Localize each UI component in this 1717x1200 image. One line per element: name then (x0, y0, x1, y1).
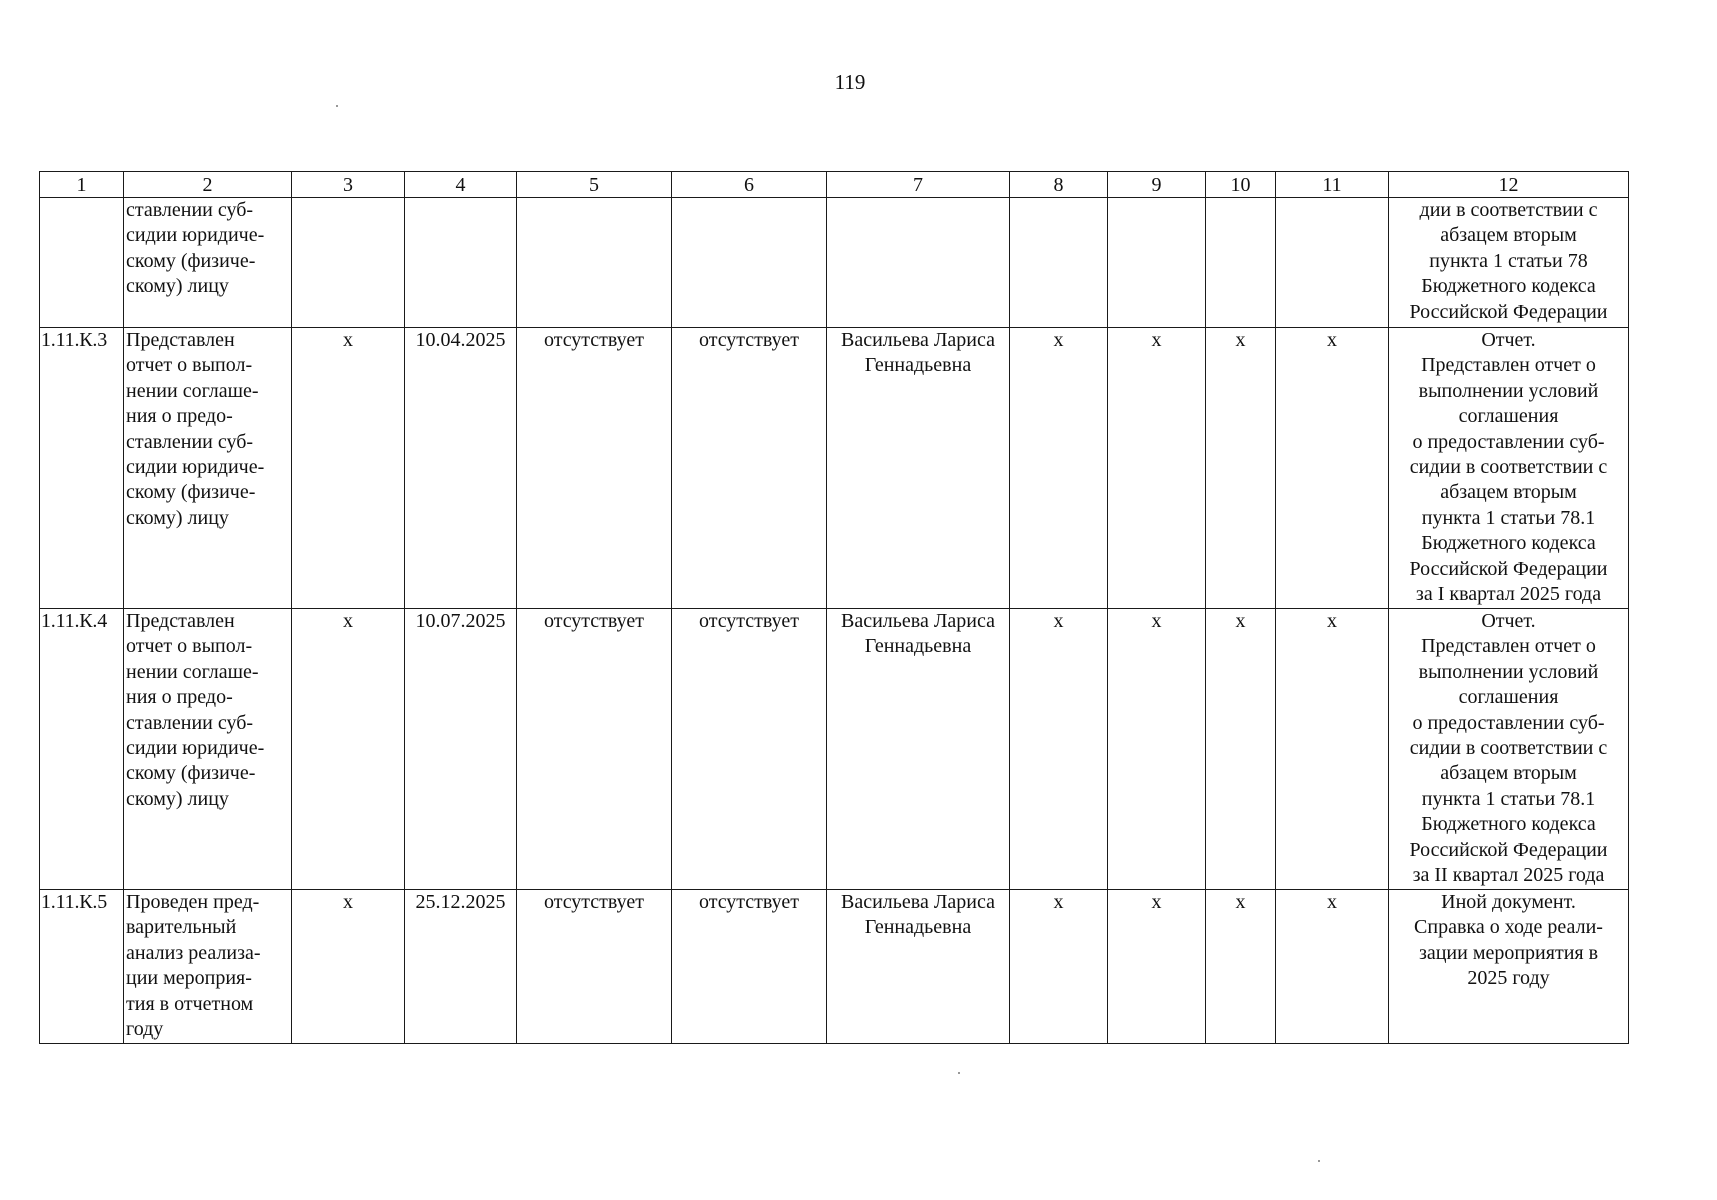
row-description: Представлен отчет о выпол- нении соглаше- ния о предо- ставлении суб- сидии юридиче- скому (физиче- скому) лицу (124, 328, 292, 609)
column-header: 2 (124, 172, 292, 198)
cell-col3 (292, 198, 405, 328)
scan-speck (1318, 1160, 1320, 1162)
column-header: 8 (1010, 172, 1108, 198)
cell-col9: х (1108, 609, 1206, 890)
column-header: 12 (1389, 172, 1629, 198)
cell-col3: х (292, 328, 405, 609)
cell-col10: х (1206, 609, 1276, 890)
cell-col5: отсутствует (517, 890, 672, 1044)
plan-table (39, 171, 1629, 1044)
cell-col5 (517, 198, 672, 328)
row-code: 1.11.К.4 (40, 609, 124, 890)
cell-col3: х (292, 890, 405, 1044)
cell-col6: отсутствует (672, 328, 827, 609)
row-description: Представлен отчет о выпол- нении соглаше- ния о предо- ставлении суб- сидии юридиче- скому (физиче- скому) лицу (124, 609, 292, 890)
table-row (40, 609, 1629, 890)
cell-document: Отчет. Представлен отчет о выполнении условий соглашения о предоставлении суб- сидии в соответствии с абзацем вторым пункта 1 статьи 78.1 Бюджетного кодекса Российской Федерации за I квартал 2025 года (1389, 328, 1629, 609)
cell-col5: отсутствует (517, 328, 672, 609)
cell-document: дии в соответствии с абзацем вторым пункта 1 статьи 78 Бюджетного кодекса Российской Федерации (1389, 198, 1629, 328)
column-header: 1 (40, 172, 124, 198)
row-description: ставлении суб- сидии юридиче- скому (физиче- скому) лицу (124, 198, 292, 328)
cell-col11: х (1276, 328, 1389, 609)
cell-col6: отсутствует (672, 609, 827, 890)
cell-col8: х (1010, 609, 1108, 890)
row-code (40, 198, 124, 328)
cell-col8: х (1010, 328, 1108, 609)
cell-col11 (1276, 198, 1389, 328)
column-header: 11 (1276, 172, 1389, 198)
cell-col10: х (1206, 328, 1276, 609)
cell-col6 (672, 198, 827, 328)
table-row (40, 198, 1629, 328)
cell-document: Отчет. Представлен отчет о выполнении условий соглашения о предоставлении суб- сидии в соответствии с абзацем вторым пункта 1 статьи 78.1 Бюджетного кодекса Российской Федерации за II квартал 2025 года (1389, 609, 1629, 890)
cell-responsible: Васильева Лариса Геннадьевна (827, 890, 1010, 1044)
cell-date: 25.12.2025 (405, 890, 517, 1044)
cell-col10 (1206, 198, 1276, 328)
cell-date: 10.04.2025 (405, 328, 517, 609)
scan-speck (958, 1072, 960, 1074)
column-header: 3 (292, 172, 405, 198)
cell-date (405, 198, 517, 328)
cell-responsible (827, 198, 1010, 328)
column-header: 7 (827, 172, 1010, 198)
page-number: 119 (834, 70, 866, 94)
cell-col10: х (1206, 890, 1276, 1044)
cell-col9 (1108, 198, 1206, 328)
column-header: 4 (405, 172, 517, 198)
cell-col8: х (1010, 890, 1108, 1044)
scan-speck (336, 105, 338, 107)
row-code: 1.11.К.3 (40, 328, 124, 609)
cell-col8 (1010, 198, 1108, 328)
cell-date: 10.07.2025 (405, 609, 517, 890)
column-header: 10 (1206, 172, 1276, 198)
cell-col11: х (1276, 890, 1389, 1044)
column-header: 5 (517, 172, 672, 198)
cell-col9: х (1108, 890, 1206, 1044)
cell-col9: х (1108, 328, 1206, 609)
cell-col5: отсутствует (517, 609, 672, 890)
table-row (40, 328, 1629, 609)
cell-col11: х (1276, 609, 1389, 890)
cell-col6: отсутствует (672, 890, 827, 1044)
table-row (40, 890, 1629, 1044)
column-header: 6 (672, 172, 827, 198)
row-code: 1.11.К.5 (40, 890, 124, 1044)
column-header: 9 (1108, 172, 1206, 198)
row-description: Проведен пред- варительный анализ реализа- ции мероприя- тия в отчетном году (124, 890, 292, 1044)
cell-col3: х (292, 609, 405, 890)
cell-responsible: Васильева Лариса Геннадьевна (827, 328, 1010, 609)
cell-responsible: Васильева Лариса Геннадьевна (827, 609, 1010, 890)
cell-document: Иной документ. Справка о ходе реали- зации мероприятия в 2025 году (1389, 890, 1629, 1044)
header-row (40, 172, 1629, 198)
